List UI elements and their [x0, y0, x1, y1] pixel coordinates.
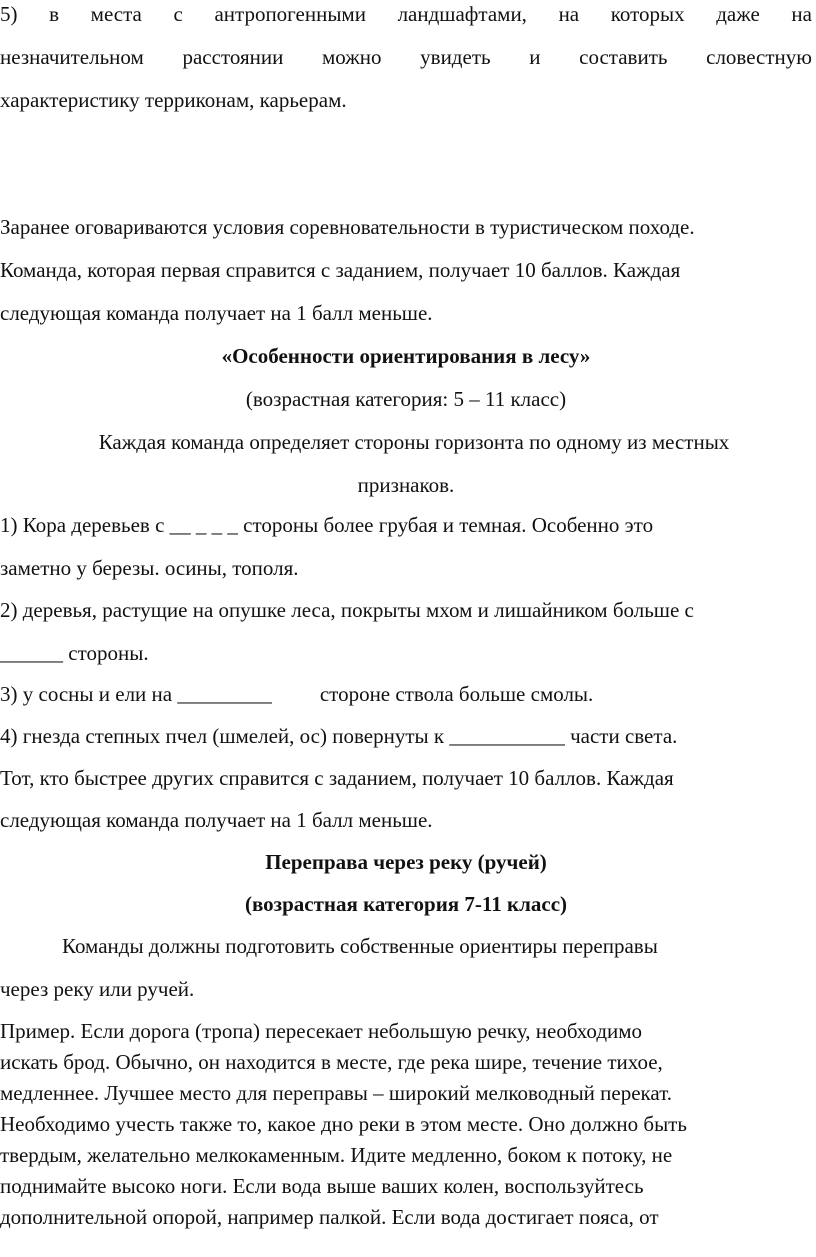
river-example-line-6: поднимайте высоко ноги. Если вода выше ваших колен, воспользуйтесь — [0, 1174, 644, 1198]
forest-question-2b: ______ стороны. — [0, 641, 149, 665]
item5-line-2: незначительном расстоянии можно увидеть и составить словестную — [0, 45, 812, 69]
river-example-line-2: искать брод. Обычно, он находится в месте, где река шире, течение тихое, — [0, 1050, 663, 1074]
forest-question-3b: стороне ствола больше смолы. — [319, 682, 594, 706]
river-example-line-4: Необходимо учесть также то, какое дно реки в этом месте. Оно должно быть — [0, 1112, 687, 1136]
forest-question-4: 4) гнезда степных пчел (шмелей, ос) повернуты к ___________ части света. — [0, 724, 678, 748]
forest-intro-line-1: Каждая команда определяет стороны горизонта по одному из местных — [98, 430, 730, 454]
forest-age-category: (возрастная категория: 5 – 11 класс) — [245, 387, 567, 411]
river-intro-line-2: через реку или ручей. — [0, 977, 195, 1001]
competition-line-1: Заранее оговариваются условия соревновательности в туристическом походе. — [0, 215, 695, 239]
forest-question-1a: 1) Кора деревьев с __ _ _ _ стороны более грубая и темная. Особенно это — [0, 513, 654, 537]
river-example-line-1: Пример. Если дорога (тропа) пересекает небольшую речку, необходимо — [0, 1019, 643, 1043]
item5-line-3: характеристику терриконам, карьерам. — [0, 88, 347, 112]
forest-question-1b: заметно у березы. осины, тополя. — [0, 556, 299, 580]
competition-line-2: Команда, которая первая справится с заданием, получает 10 баллов. Каждая — [0, 258, 681, 282]
forest-question-3 — [0, 682, 812, 706]
forest-section-title: «Особенности ориентирования в лесу» — [221, 344, 591, 368]
river-age-category: (возрастная категория 7-11 класс) — [244, 892, 568, 916]
forest-score-line-1: Тот, кто быстрее других справится с заданием, получает 10 баллов. Каждая — [0, 766, 674, 790]
river-intro-line-1: Команды должны подготовить собственные ориентиры переправы — [62, 934, 658, 958]
forest-intro-line-2: признаков. — [357, 473, 455, 497]
river-example-line-5: твердым, желательно мелкокаменным. Идите медленно, боком к потоку, не — [0, 1143, 673, 1167]
forest-question-2a: 2) деревья, растущие на опушке леса, покрыты мхом и лишайником больше с — [0, 598, 694, 622]
item5-line-1: 5) в места с антропогенными ландшафтами, на которых даже на — [0, 2, 812, 26]
river-example-line-3: медленнее. Лучшее место для переправы – широкий мелководный перекат. — [0, 1081, 673, 1105]
competition-line-3: следующая команда получает на 1 балл меньше. — [0, 301, 433, 325]
river-section-title: Переправа через реку (ручей) — [265, 850, 547, 874]
river-example-line-7: дополнительной опорой, например палкой. Если вода достигает пояса, от — [0, 1205, 659, 1229]
forest-question-3a: 3) у сосны и ели на _________ — [0, 682, 272, 706]
forest-score-line-2: следующая команда получает на 1 балл меньше. — [0, 808, 433, 832]
